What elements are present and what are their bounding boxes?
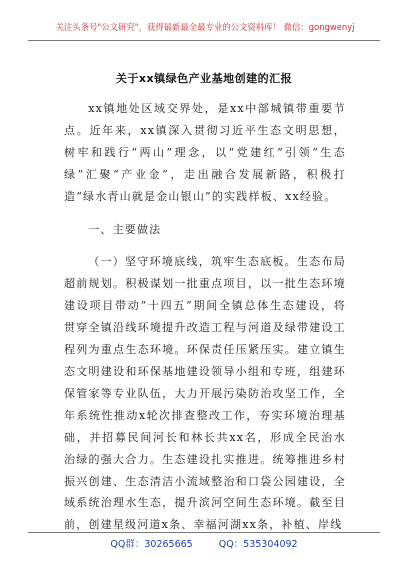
intro-paragraph: xx镇地处区域交界处，是xx中部城镇带重要节点。近年来，xx镇深入贯彻习近平生态文明思想，树牢和践行“两山”理念，以“党建红”引领“生态绿”汇聚“产业金”，走出融合发展新路，积极打造“绿水青山就是金山银山”的实践样板、xx经验。 xyxy=(64,102,346,203)
header-banner: 关注头条号"公文研究"，获得最新最全最专业的公文资料库！ 微信：gongwenyj xyxy=(55,22,355,32)
footer-contact xyxy=(0,536,408,550)
footer-divider xyxy=(28,532,380,533)
body-paragraph: （一）坚守环境底线，筑牢生态底板。生态布局超前规划。积极谋划一批重点项目，以一批生态环境建设项目带动“十四五”期间全镇总体生态建设，将贯穿全镇沿线环境提升改造工程与河道及绿带建设工程列为重点生态环境。环保责任压紧压实。建立镇生态文明建设和环保基地建设领导小组和专班，组建环保管家等专业队伍，大力开展污染防治攻坚工作，全年系统性推动x轮次排查整改工作，夯实环境治理基础，并招募民间河长和林长共xx名，形成全民治水治绿的强大合力。生态建设扎实推进。统筹推进乡村振兴创建、生态清洁小流域整治和口袋公园建设，全域系统治理水生态，提升滨河空间生态环境。截至目前，创建星级河道x条、幸福河湖xx条，补植、岸线 xyxy=(64,255,346,532)
header-divider xyxy=(28,40,380,41)
document-body xyxy=(64,98,346,536)
document-title: 关于xx镇绿色产业基地创建的汇报 xyxy=(115,72,293,85)
footer-qq: QQ：535304092 xyxy=(218,539,298,550)
footer-qq-group: QQ群：30265665 xyxy=(110,539,193,550)
section-heading: 一、主要做法 xyxy=(88,222,162,236)
